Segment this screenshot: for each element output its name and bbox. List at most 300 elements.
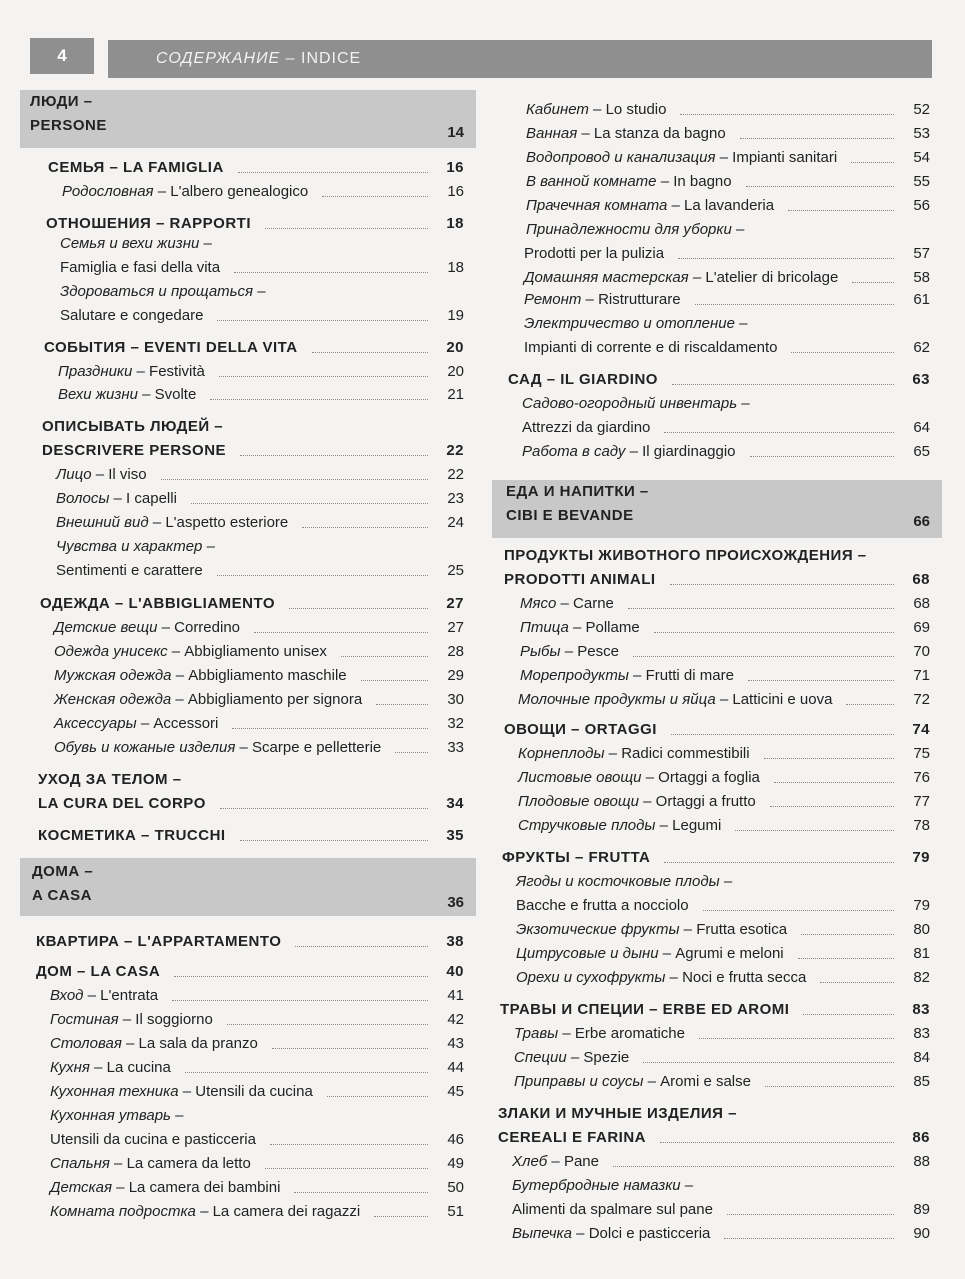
toc-heading[interactable] [20, 595, 476, 612]
entry-title-it: Ristrutturare [598, 291, 681, 308]
toc-entry[interactable] [20, 514, 476, 531]
entry-title-ru: Чувства и характер – [56, 538, 215, 555]
entry-title-it: FRUTTA [588, 849, 651, 866]
toc-entry[interactable] [492, 173, 942, 190]
toc-entry[interactable] [492, 897, 942, 914]
entry-text [50, 1035, 258, 1052]
entry-title-ru: Экзотические фрукты [516, 921, 680, 938]
dot-leader [240, 455, 428, 456]
entry-text [504, 571, 656, 588]
entry-text [50, 1107, 183, 1124]
entry-title-ru: Домашняя мастерская [524, 269, 689, 286]
entry-title-it: Utensili da cucina [195, 1083, 313, 1100]
entry-text [526, 101, 666, 118]
entry-dash: – [132, 363, 150, 380]
toc-entry[interactable] [492, 1225, 942, 1242]
toc-entry[interactable] [20, 1011, 476, 1028]
toc-entry[interactable] [492, 1049, 942, 1066]
entry-title-ru: Хлеб [512, 1153, 548, 1170]
entry-title-ru: Водопровод и канализация [526, 149, 716, 166]
dot-leader [395, 752, 428, 753]
toc-entry[interactable] [492, 443, 942, 460]
entry-page-number: 22 [446, 442, 464, 459]
entry-title-ru: Волосы [56, 490, 110, 507]
toc-entry[interactable] [20, 739, 476, 756]
entry-dash: – [604, 745, 622, 762]
dot-leader [664, 432, 894, 433]
entry-title-ru: Листовые овощи [518, 769, 642, 786]
dot-leader [643, 1062, 894, 1063]
section-title-ru: ЕДА И НАПИТКИ – [506, 483, 649, 500]
entry-text [60, 307, 203, 324]
toc-entry[interactable] [492, 221, 942, 238]
entry-text [514, 1025, 685, 1042]
entry-title-ru: Детская [50, 1179, 112, 1196]
entry-text [60, 235, 212, 252]
toc-heading[interactable] [492, 1105, 942, 1122]
entry-dash: – [566, 1049, 584, 1066]
toc-entry[interactable] [492, 643, 942, 660]
entry-dash: – [625, 443, 643, 460]
dot-leader [748, 680, 894, 681]
entry-title-ru: Кабинет [526, 101, 589, 118]
toc-heading[interactable] [20, 795, 476, 812]
toc-entry[interactable] [492, 667, 942, 684]
toc-heading[interactable] [492, 849, 942, 866]
entry-title-it: Attrezzi da giardino [522, 419, 651, 436]
toc-entry[interactable] [492, 101, 942, 118]
entry-title-it: Corredino [174, 619, 241, 636]
entry-text [42, 418, 223, 435]
dot-leader [613, 1166, 894, 1167]
toc-entry[interactable] [20, 183, 476, 200]
entry-page-number: 68 [913, 595, 930, 612]
entry-page-number: 80 [913, 921, 930, 938]
entry-text [516, 945, 784, 962]
entry-title-ru: Морепродукты [520, 667, 629, 684]
entry-text [54, 691, 362, 708]
entry-title-ru: Аксессуары [54, 715, 137, 732]
toc-heading[interactable] [20, 827, 476, 844]
section-page-number: 14 [447, 124, 464, 141]
entry-page-number: 41 [447, 987, 464, 1004]
toc-entry[interactable] [492, 945, 942, 962]
entry-text [516, 921, 787, 938]
entry-title-it: Abbigliamento unisex [184, 643, 327, 660]
entry-page-number: 42 [447, 1011, 464, 1028]
entry-text [498, 1129, 646, 1146]
entry-page-number: 16 [446, 159, 464, 176]
toc-entry[interactable] [492, 149, 942, 166]
toc-entry[interactable] [20, 363, 476, 380]
toc-entry[interactable] [492, 339, 942, 356]
toc-entry[interactable] [20, 1203, 476, 1220]
entry-dash: – [125, 339, 145, 356]
entry-page-number: 78 [913, 817, 930, 834]
entry-page-number: 58 [913, 269, 930, 286]
entry-title-ru: ФРУКТЫ [502, 849, 571, 866]
entry-title-ru: Ванная [526, 125, 578, 142]
entry-title-it: Frutti di mare [645, 667, 734, 684]
entry-page-number: 62 [913, 339, 930, 356]
entry-text [40, 595, 275, 612]
toc-entry[interactable] [492, 817, 942, 834]
toc-entry[interactable] [20, 715, 476, 732]
entry-page-number: 29 [447, 667, 464, 684]
dot-leader [191, 503, 428, 504]
toc-entry[interactable] [20, 667, 476, 684]
entry-page-number: 79 [913, 897, 930, 914]
entry-title-ru: Цитрусовые и дыни [516, 945, 659, 962]
entry-page-number: 56 [913, 197, 930, 214]
entry-page-number: 20 [447, 363, 464, 380]
toc-entry[interactable] [20, 691, 476, 708]
dot-leader [746, 186, 894, 187]
entry-title-it: La lavanderia [684, 197, 775, 214]
entry-title-it: Abbigliamento maschile [188, 667, 347, 684]
entry-title-ru: Прачечная комната [526, 197, 668, 214]
toc-entry[interactable] [20, 490, 476, 507]
entry-title-ru: Корнеплоды [518, 745, 605, 762]
entry-page-number: 55 [913, 173, 930, 190]
dot-leader [161, 479, 428, 480]
entry-text [512, 1153, 599, 1170]
entry-text [522, 443, 736, 460]
entry-title-it: La camera dei bambini [128, 1179, 281, 1196]
toc-entry[interactable] [492, 197, 942, 214]
entry-text [504, 547, 867, 564]
dot-leader [801, 934, 894, 935]
entry-title-ru: Гостиная [50, 1011, 119, 1028]
toc-heading[interactable] [492, 1001, 942, 1018]
entry-title-it: Agrumi e meloni [675, 945, 784, 962]
entry-title-it: Sentimenti e carattere [56, 562, 203, 579]
entry-text [60, 259, 220, 276]
dot-leader [633, 656, 894, 657]
entry-title-ru: Садово-огородный инвентарь – [522, 395, 750, 412]
entry-text [526, 125, 726, 142]
toc-heading[interactable] [20, 442, 476, 459]
entry-title-it: Latticini e uova [732, 691, 833, 708]
toc-heading[interactable] [20, 339, 476, 356]
entry-title-it: L'atelier di bricolage [705, 269, 839, 286]
entry-title-ru: ОТНОШЕНИЯ [46, 215, 152, 232]
entry-title-it: Legumi [672, 817, 722, 834]
entry-page-number: 45 [447, 1083, 464, 1100]
entry-text [54, 619, 240, 636]
entry-dash: – [178, 1083, 196, 1100]
toc-entry[interactable] [492, 793, 942, 810]
entry-title-it: EVENTI DELLA VITA [144, 339, 298, 356]
entry-dash: – [628, 667, 646, 684]
entry-title-it: Il giardinaggio [642, 443, 736, 460]
entry-dash: – [167, 643, 185, 660]
dot-leader [750, 456, 894, 457]
toc-entry[interactable] [492, 873, 942, 890]
entry-title-ru: СЕМЬЯ [48, 159, 105, 176]
entry-text [58, 363, 205, 380]
entry-text [520, 619, 640, 636]
dot-leader [654, 632, 894, 633]
entry-page-number: 18 [446, 215, 464, 232]
entry-page-number: 33 [447, 739, 464, 756]
entry-text [54, 739, 381, 756]
dot-leader [327, 1096, 428, 1097]
entry-text [504, 721, 657, 738]
entry-dash: – [641, 769, 659, 786]
toc-entry[interactable] [492, 769, 942, 786]
toc-entry[interactable] [492, 269, 942, 286]
section-title-it: CIBI E BEVANDE [506, 507, 634, 524]
toc-entry[interactable] [492, 1025, 942, 1042]
entry-text [524, 269, 838, 286]
entry-title-ru: Бутербродные намазки – [512, 1177, 694, 1194]
dot-leader [764, 758, 894, 759]
toc-entry[interactable] [492, 691, 942, 708]
entry-text [512, 1225, 710, 1242]
toc-entry[interactable] [20, 1107, 476, 1124]
dot-leader [217, 320, 428, 321]
toc-entry[interactable] [492, 595, 942, 612]
toc-entry[interactable] [492, 419, 942, 436]
toc-entry[interactable] [20, 1059, 476, 1076]
entry-title-ru: КВАРТИРА [36, 933, 120, 950]
entry-title-it: L'ABBIGLIAMENTO [128, 595, 276, 612]
dot-leader [240, 840, 428, 841]
entry-title-ru: Мясо [520, 595, 557, 612]
entry-page-number: 35 [446, 827, 464, 844]
entry-text [60, 283, 266, 300]
toc-heading[interactable] [20, 963, 476, 980]
entry-title-it: Ortaggi a frutto [655, 793, 756, 810]
toc-heading[interactable] [20, 215, 476, 232]
entry-page-number: 65 [913, 443, 930, 460]
dot-leader [254, 632, 428, 633]
page-title [108, 40, 932, 78]
toc-entry[interactable] [492, 969, 942, 986]
entry-title-ru: Внешний вид [56, 514, 149, 531]
toc-heading[interactable] [20, 159, 476, 176]
entry-title-it: Impianti sanitari [732, 149, 838, 166]
entry-text [38, 795, 206, 812]
entry-title-ru: Плодовые овощи [518, 793, 639, 810]
entry-text [522, 419, 650, 436]
entry-text [54, 715, 218, 732]
entry-dash: – [72, 963, 91, 980]
entry-page-number: 76 [913, 769, 930, 786]
entry-page-number: 74 [912, 721, 930, 738]
toc-entry[interactable] [20, 1179, 476, 1196]
entry-title-ru: ОВОЩИ [504, 721, 567, 738]
section-page-number: 66 [913, 513, 930, 530]
entry-page-number: 68 [912, 571, 930, 588]
toc-entry[interactable] [20, 619, 476, 636]
toc-heading[interactable] [492, 371, 942, 388]
entry-dash: – [665, 969, 683, 986]
toc-entry[interactable] [20, 1131, 476, 1148]
entry-text [512, 1177, 693, 1194]
toc-entry[interactable] [20, 1035, 476, 1052]
entry-title-it: L'APPARTAMENTO [137, 933, 282, 950]
entry-text [524, 315, 747, 332]
entry-title-ru: Одежда унисекс [54, 643, 168, 660]
entry-dash: – [119, 933, 138, 950]
entry-title-it: LA CURA DEL CORPO [38, 795, 206, 812]
toc-entry[interactable] [492, 1201, 942, 1218]
entry-title-ru: ЗЛАКИ И МУЧНЫЕ ИЗДЕЛИЯ – [498, 1105, 737, 1122]
entry-title-ru: ОПИСЫВАТЬ ЛЮДЕЙ – [42, 418, 224, 435]
entry-dash: – [171, 667, 189, 684]
entry-text [508, 371, 658, 388]
toc-entry[interactable] [492, 315, 942, 332]
toc-entry[interactable] [492, 745, 942, 762]
toc-entry[interactable] [492, 619, 942, 636]
entry-text [524, 245, 664, 262]
entry-text [522, 395, 750, 412]
toc-entry[interactable] [492, 125, 942, 142]
dot-leader [680, 114, 894, 115]
page-number: 4 [30, 38, 94, 74]
entry-title-it: Pesce [577, 643, 619, 660]
entry-title-it: In bagno [673, 173, 732, 190]
entry-title-it: Dolci e pasticceria [588, 1225, 711, 1242]
entry-dash: – [667, 197, 685, 214]
entry-text [500, 1001, 789, 1018]
entry-title-it: DESCRIVERE PERSONE [42, 442, 227, 459]
entry-page-number: 50 [447, 1179, 464, 1196]
toc-entry[interactable] [20, 1083, 476, 1100]
section-band [20, 90, 476, 148]
entry-title-ru: Комната подростка [50, 1203, 196, 1220]
entry-page-number: 90 [913, 1225, 930, 1242]
entry-title-it: Lo studio [605, 101, 667, 118]
entry-title-it: Utensili da cucina e pasticceria [50, 1131, 256, 1148]
entry-title-it: ORTAGGI [584, 721, 657, 738]
toc-entry[interactable] [20, 307, 476, 324]
toc-entry[interactable] [492, 1153, 942, 1170]
entry-text [50, 1179, 280, 1196]
entry-text [520, 667, 734, 684]
toc-heading[interactable] [492, 571, 942, 588]
toc-entry[interactable] [20, 643, 476, 660]
dot-leader [852, 282, 894, 283]
entry-title-ru: Родословная [62, 183, 154, 200]
dot-leader [361, 680, 428, 681]
dot-leader [376, 704, 428, 705]
entry-dash: – [137, 386, 155, 403]
entry-dash: – [151, 215, 170, 232]
toc-entry[interactable] [492, 921, 942, 938]
toc-entry[interactable] [20, 466, 476, 483]
entry-text [42, 442, 226, 459]
toc-entry[interactable] [20, 235, 476, 252]
entry-title-it: Noci e frutta secca [682, 969, 807, 986]
entry-dash: – [556, 595, 574, 612]
dot-leader [774, 782, 894, 783]
entry-title-ru: Столовая [50, 1035, 122, 1052]
toc-heading[interactable] [20, 933, 476, 950]
entry-dash: – [560, 643, 578, 660]
dot-leader [670, 584, 894, 585]
toc-entry[interactable] [20, 538, 476, 555]
entry-title-it: La cucina [106, 1059, 171, 1076]
entry-page-number: 20 [446, 339, 464, 356]
toc-entry[interactable] [492, 395, 942, 412]
entry-page-number: 18 [447, 259, 464, 276]
entry-dash: – [195, 1203, 213, 1220]
dot-leader [678, 258, 894, 259]
entry-title-it: Frutta esotica [696, 921, 788, 938]
entry-title-ru: Приправы и соусы [514, 1073, 644, 1090]
entry-page-number: 32 [447, 715, 464, 732]
toc-entry[interactable] [20, 562, 476, 579]
dot-leader [727, 1214, 894, 1215]
entry-title-ru: Детские вещи [54, 619, 158, 636]
toc-entry[interactable] [20, 386, 476, 403]
page-header [0, 0, 965, 90]
entry-title-it: TRUCCHI [154, 827, 226, 844]
toc-heading[interactable] [492, 721, 942, 738]
entry-dash: – [558, 1025, 575, 1042]
entry-text [58, 386, 196, 403]
entry-dash: – [235, 739, 253, 756]
entry-dash: – [570, 849, 589, 866]
entry-page-number: 21 [447, 386, 464, 403]
toc-entry[interactable] [20, 259, 476, 276]
entry-page-number: 79 [912, 849, 930, 866]
toc-entry[interactable] [492, 291, 942, 308]
section-band [492, 480, 942, 538]
entry-title-ru: Стручковые плоды [518, 817, 656, 834]
section-page-number: 36 [447, 894, 464, 911]
toc-heading[interactable] [20, 771, 476, 788]
entry-page-number: 51 [447, 1203, 464, 1220]
dot-leader [671, 734, 894, 735]
entry-title-ru: Вход [50, 987, 84, 1004]
entry-text [512, 1201, 713, 1218]
entry-title-it: Abbigliamento per signora [187, 691, 363, 708]
toc-heading[interactable] [492, 547, 942, 564]
toc-entry[interactable] [492, 1073, 942, 1090]
entry-page-number: 77 [913, 793, 930, 810]
entry-title-it: La camera dei ragazzi [212, 1203, 361, 1220]
entry-text [516, 969, 806, 986]
entry-text [46, 215, 251, 232]
dot-leader [295, 946, 428, 947]
toc-heading[interactable] [492, 1129, 942, 1146]
dot-leader [735, 830, 894, 831]
toc-entry[interactable] [492, 245, 942, 262]
dot-leader [724, 1238, 894, 1239]
toc-entry[interactable] [20, 283, 476, 300]
toc-heading[interactable] [20, 418, 476, 435]
entry-title-it: Il soggiorno [135, 1011, 213, 1028]
entry-dash: – [112, 1179, 129, 1196]
dot-leader [210, 399, 428, 400]
entry-page-number: 83 [912, 1001, 930, 1018]
dot-leader [341, 656, 428, 657]
entry-title-it: Aromi e salse [660, 1073, 751, 1090]
entry-title-it: Salutare e congedare [60, 307, 204, 324]
toc-entry[interactable] [20, 987, 476, 1004]
entry-dash: – [547, 1153, 564, 1170]
entry-title-it: Impianti di corrente e di riscaldamento [524, 339, 778, 356]
entry-text [56, 490, 177, 507]
toc-entry[interactable] [20, 1155, 476, 1172]
dot-leader [628, 608, 894, 609]
toc-entry[interactable] [492, 1177, 942, 1194]
entry-page-number: 46 [447, 1131, 464, 1148]
